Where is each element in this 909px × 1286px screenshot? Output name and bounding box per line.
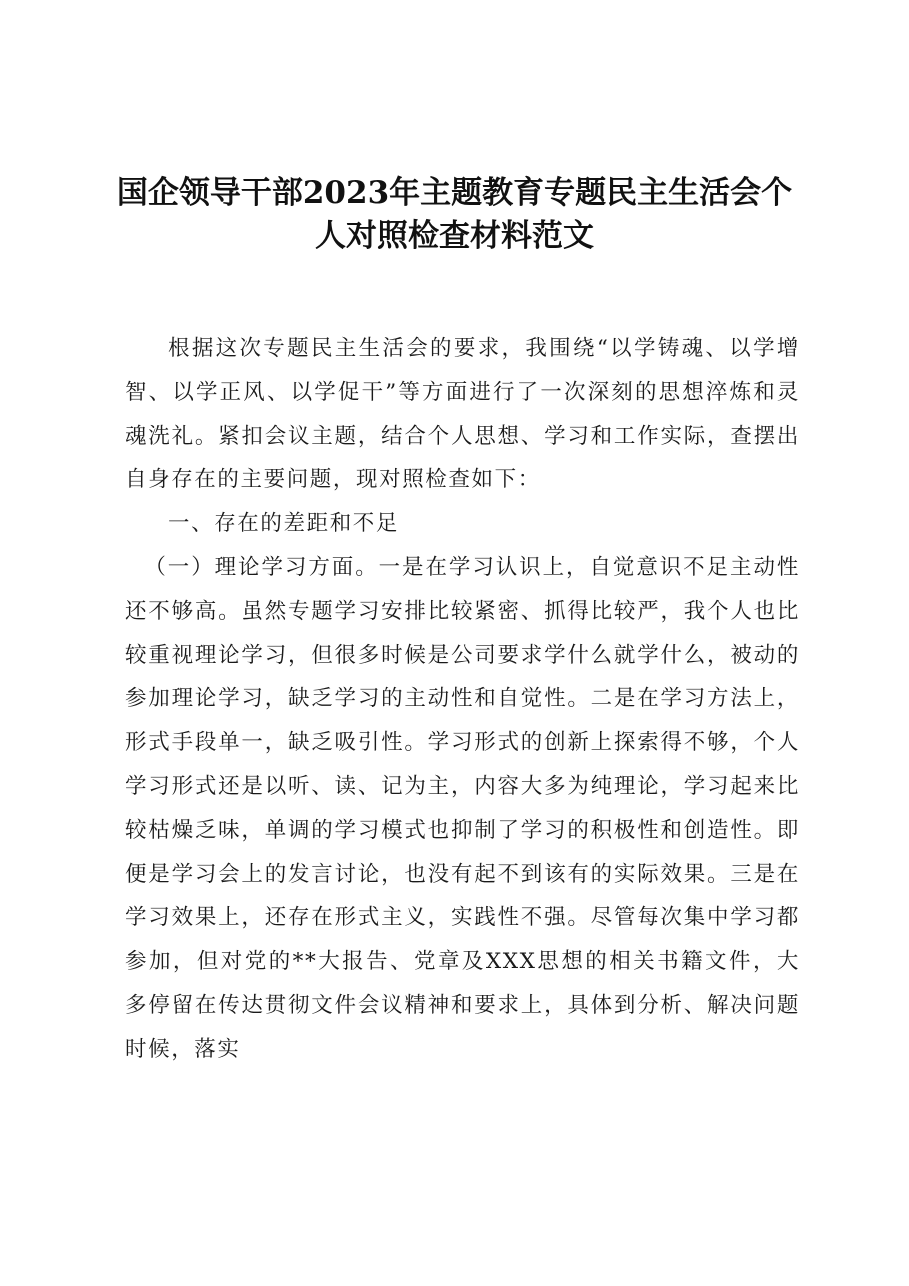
document-title: 国企领导干部2023年主题教育专题民主生活会个人对照检查材料范文 [116, 175, 793, 254]
document-body [125, 327, 800, 1072]
section-heading: 一、存在的差距和不足 [168, 511, 400, 537]
body-paragraph: （一）理论学习方面。一是在学习认识上，自觉意识不足主动性还不够高。虽然专题学习安排比较紧密、抓得比较严，我个人也比较重视理论学习，但很多时候是公司要求学什么就学什么，被动的参加理论学习，缺乏学习的主动性和自觉性。二是在学习方法上，形式手段单一，缺乏吸引性。学习形式的创新上探索得不够，个人学习形式还是以听、读、记为主，内容大多为纯理论，学习起来比较枯燥乏味，单调的学习模式也抑制了学习的积极性和创造性。即便是学习会上的发言讨论，也没有起不到该有的实际效果。三是在学习效果上，还存在形式主义，实践性不强。尽管每次集中学习都参加，但对党的**大报告、党章及XXX思想的相关书籍文件，大多停留在传达贯彻文件会议精神和要求上，具体到分析、解决问题时候，落实 [125, 554, 800, 1062]
intro-paragraph: 根据这次专题民主生活会的要求，我围绕“以学铸魂、以学增智、以学正风、以学促干”等方面进行了一次深刻的思想淬炼和灵魂洗礼。紧扣会议主题，结合个人思想、学习和工作实际，查摆出自身存在的主要问题，现对照检查如下： [125, 336, 800, 493]
